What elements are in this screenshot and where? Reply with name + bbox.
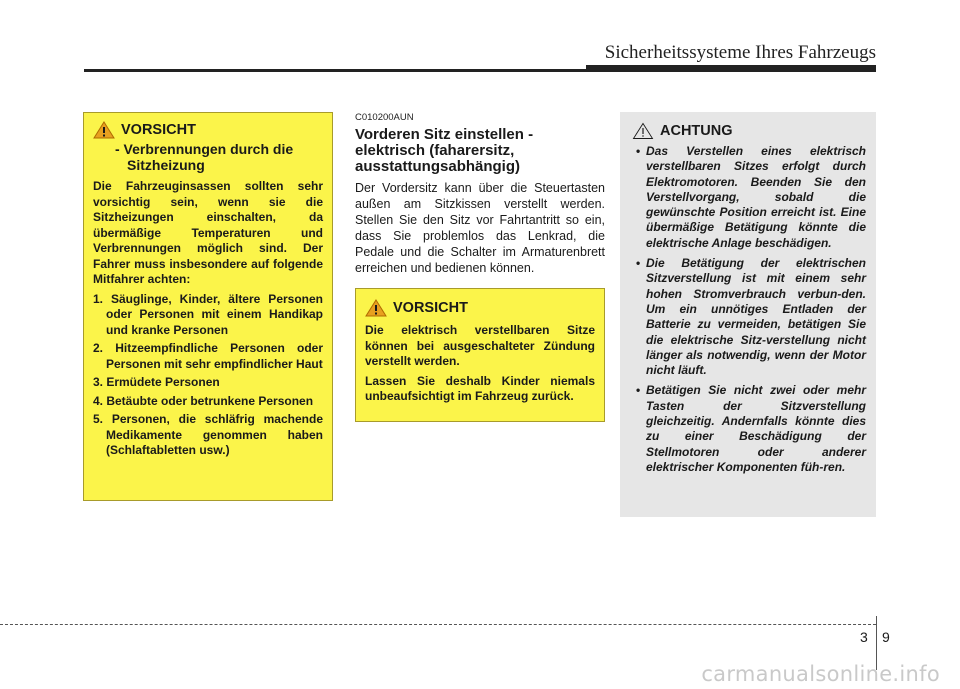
warning-paragraph-2: Lassen Sie deshalb Kinder niemals unbeaufsichtigt im Fahrzeug zurück.	[365, 373, 595, 403]
list-item: 4. Betäubte oder betrunkene Personen	[93, 393, 314, 408]
warning-paragraph-1: Die elektrisch verstellbaren Sitze können bei ausgeschalteter Zündung verstellt werden.	[365, 323, 595, 368]
list-item: 1. Säuglinge, Kinder, ältere Personen oder Personen mit einem Handikap und kranke Personen	[93, 291, 323, 337]
section-seat-adjustment	[355, 112, 605, 276]
warning-box-electric-seats	[355, 288, 605, 422]
warning-heading	[93, 121, 323, 139]
warning-heading-text: VORSICHT	[393, 300, 468, 316]
warning-subheading-line1: - Verbrennungen durch die	[115, 141, 294, 157]
page-number: 9	[882, 629, 890, 645]
warning-subheading	[115, 141, 323, 173]
attention-box-seat-motors	[620, 112, 876, 517]
warning-triangle-icon	[93, 121, 115, 139]
page-header-title: Sicherheitssysteme Ihres Fahrzeugs	[604, 42, 876, 63]
list-item: 3. Ermüdete Personen	[93, 375, 220, 389]
list-item: • Die Betätigung der elektrischen Sitzverstellung ist mit einem sehr hohen Stromverbrauch verbun-den. Um ein unnötiges Entladen der Batterie zu vermeiden, betätigen Sie die elektrische Sitz-verstellung nicht länger als notwendig, wenn der Motor nicht läuft.	[636, 256, 866, 378]
footer-rule	[0, 624, 876, 626]
warning-triangle-icon	[365, 299, 387, 317]
warning-subheading-line2: Sitzheizung	[127, 157, 205, 173]
header-rule	[84, 69, 876, 72]
attention-triangle-icon	[632, 122, 654, 140]
section-code: C010200AUN	[355, 112, 414, 123]
warning-heading	[365, 299, 595, 317]
chapter-number: 3	[860, 629, 868, 645]
list-item: 2. Hitzeempfindliche Personen oder Personen mit sehr empfindlicher Haut	[93, 341, 323, 371]
attention-bullet-list	[632, 144, 866, 475]
list-item: • Das Verstellen eines elektrisch verstellbaren Sitzes erfolgt durch Elektromotoren. Beenden Sie den Verstellvorgang, sobald die gewünschte Position erreicht ist. Eine übermäßige Betätigung könnte die elektrische Anlage beschädigen.	[636, 144, 866, 250]
list-item: 5. Personen, die schläfrig machende Medikamente genommen haben (Schlaftabletten usw.)	[93, 412, 323, 457]
attention-heading-text: ACHTUNG	[660, 123, 733, 139]
list-item: • Betätigen Sie nicht zwei oder mehr Tasten der Sitzverstellung gleichzeitig. Andernfalls könnte dies zu einer Beschädigung der Stellmotoren oder anderer elektrischer Komponenten füh-ren.	[636, 383, 866, 474]
warning-box-seat-heating	[83, 112, 333, 501]
at-risk-list	[93, 292, 323, 459]
section-title: Vorderen Sitz einstellen - elektrisch (faharersitz, ausstattungsabhängig)	[355, 126, 534, 175]
warning-heading-text: VORSICHT	[121, 122, 196, 138]
watermark: carmanualsonline.info	[701, 662, 940, 686]
attention-heading	[632, 122, 866, 140]
section-body: Der Vordersitz kann über die Steuertasten außen am Sitzkissen verstellt werden. Stellen Sie den Sitz vor Fahrtantritt so ein, dass Sie problemlos das Lenkrad, die Pedale und die Schalter im Armaturenbrett erreichen und bedienen können.	[355, 181, 605, 275]
warning-intro: Die Fahrzeuginsassen sollten sehr vorsichtig sein, wenn sie die Sitzheizungen einschalten, da übermäßige Temperaturen und Verbrennungen möglich sind. Der Fahrer muss insbesondere auf folgende Mitfahrer achten:	[93, 179, 323, 286]
